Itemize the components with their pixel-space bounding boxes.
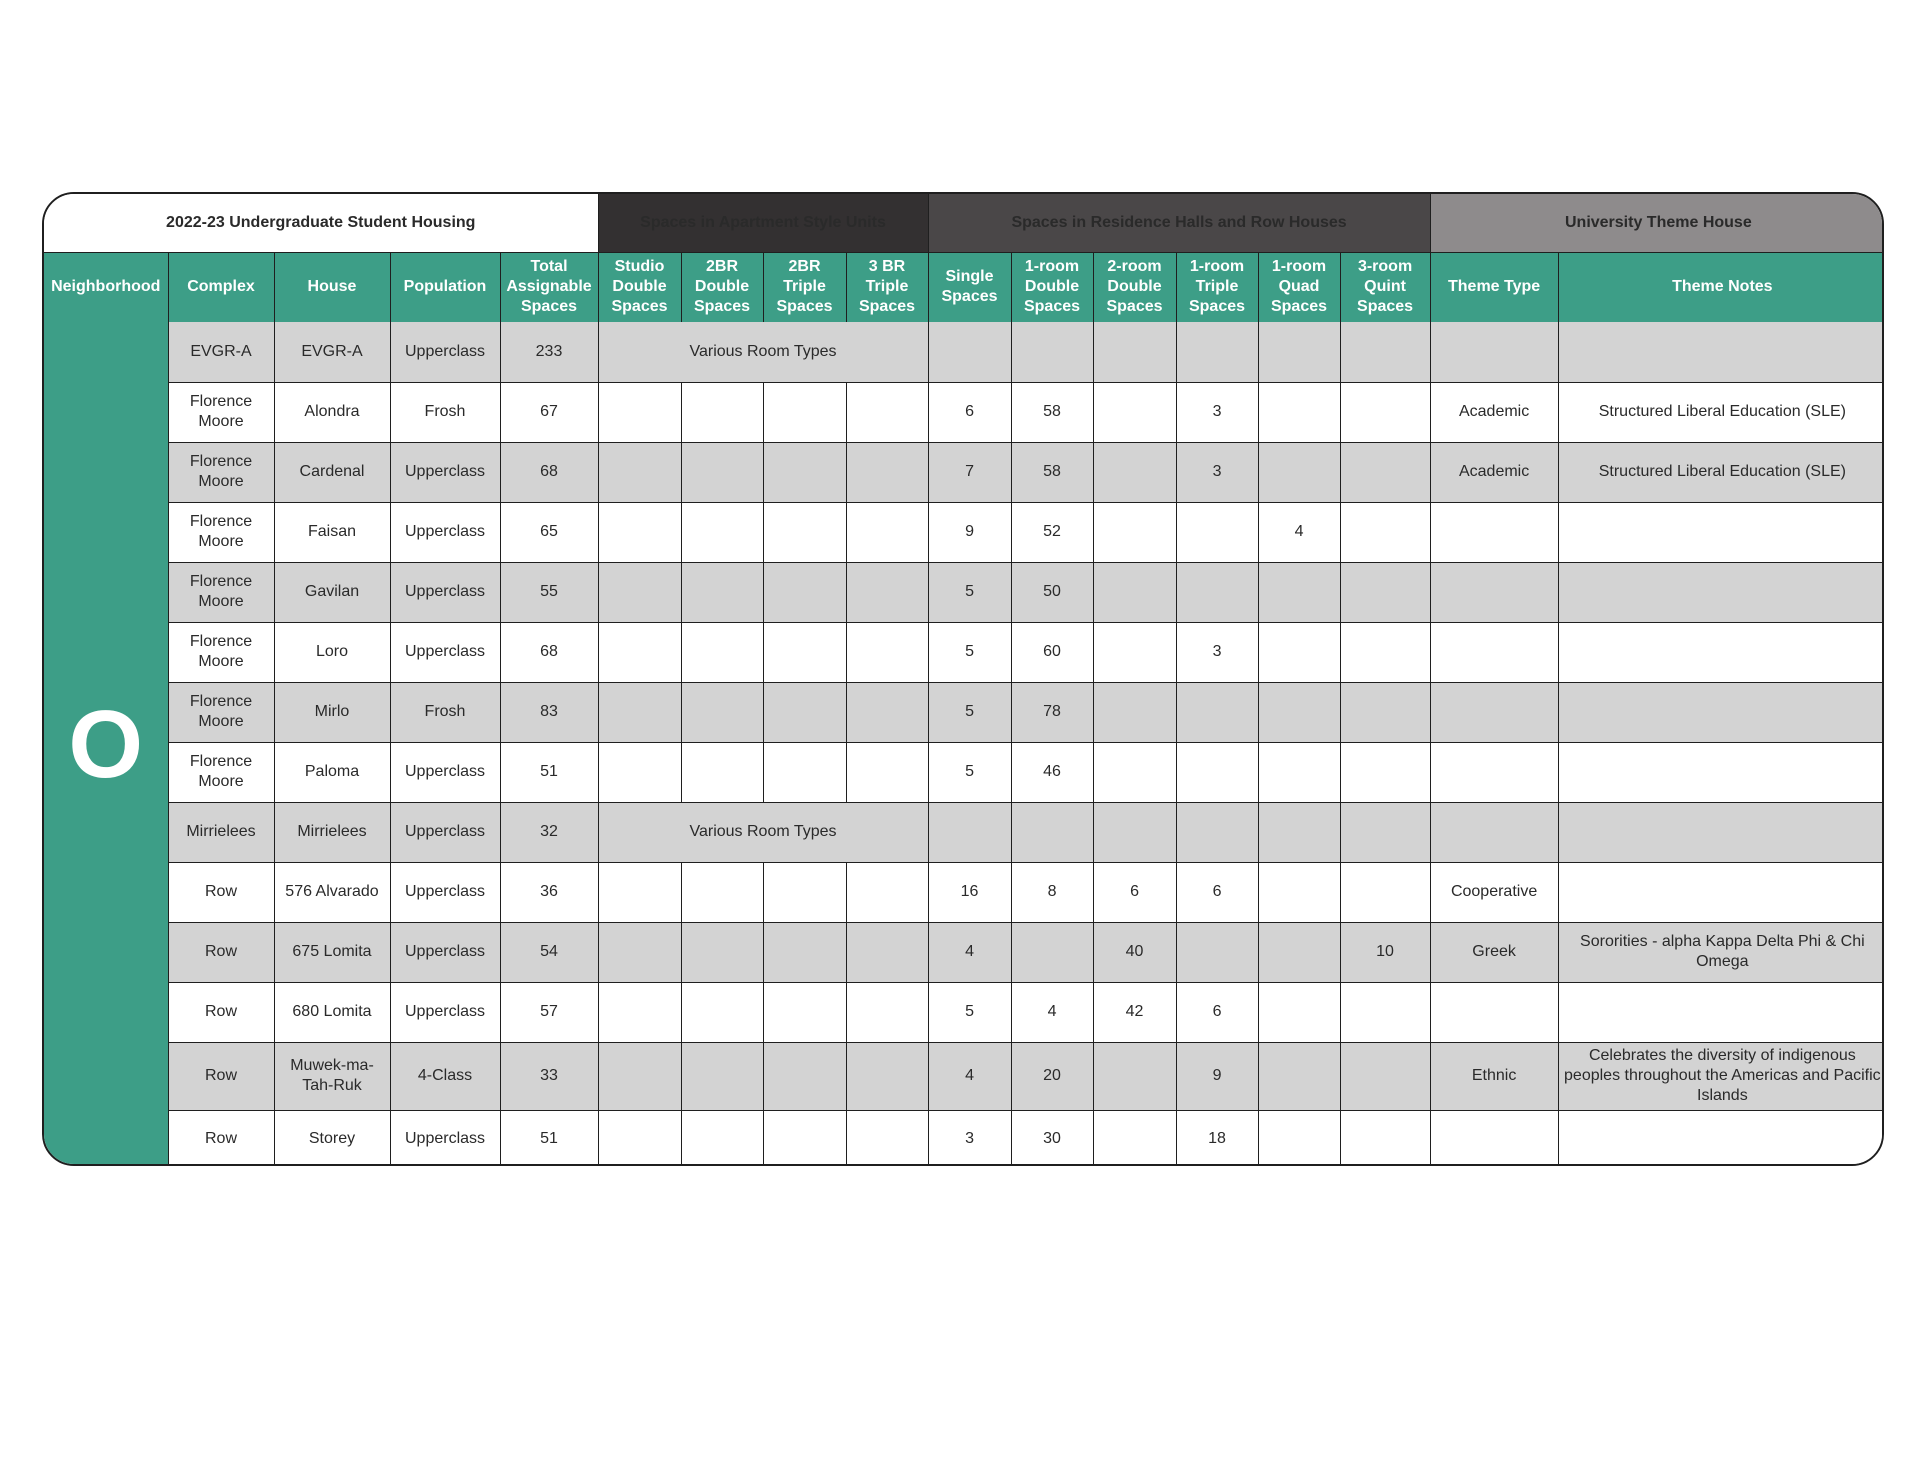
room2-double-cell xyxy=(1093,622,1176,682)
population-cell: Upperclass xyxy=(390,742,500,802)
population-cell: Upperclass xyxy=(390,322,500,382)
complex-cell: Row xyxy=(168,1110,274,1166)
room1-double-cell: 30 xyxy=(1011,1110,1093,1166)
room1-quad-cell xyxy=(1258,862,1340,922)
col-header-complex: Complex xyxy=(168,252,274,322)
complex-cell: Florence Moore xyxy=(168,742,274,802)
room1-triple-cell xyxy=(1176,922,1258,982)
room1-triple-cell xyxy=(1176,502,1258,562)
studio-double-cell xyxy=(598,442,681,502)
room2-double-cell xyxy=(1093,802,1176,862)
table-row xyxy=(44,802,1884,862)
br2-triple-cell xyxy=(763,622,846,682)
group-header-apartment: Spaces in Apartment Style Units xyxy=(598,194,928,252)
br2-double-cell xyxy=(681,682,763,742)
col-header-house: House xyxy=(274,252,390,322)
br3-triple-cell xyxy=(846,1042,928,1110)
room3-quint-cell xyxy=(1340,982,1430,1042)
population-cell: Upperclass xyxy=(390,982,500,1042)
col-header-single: Single Spaces xyxy=(928,252,1011,322)
br2-triple-cell xyxy=(763,382,846,442)
room2-double-cell: 6 xyxy=(1093,862,1176,922)
single-cell: 5 xyxy=(928,622,1011,682)
total-spaces-cell: 36 xyxy=(500,862,598,922)
total-spaces-cell: 51 xyxy=(500,1110,598,1166)
room2-double-cell xyxy=(1093,562,1176,622)
single-cell: 9 xyxy=(928,502,1011,562)
group-header-row xyxy=(44,194,1884,252)
br3-triple-cell xyxy=(846,562,928,622)
br2-triple-cell xyxy=(763,1110,846,1166)
theme-type-cell xyxy=(1430,1110,1558,1166)
population-cell: Upperclass xyxy=(390,862,500,922)
room2-double-cell xyxy=(1093,502,1176,562)
theme-type-cell xyxy=(1430,682,1558,742)
various-room-types-cell: Various Room Types xyxy=(598,322,928,382)
single-cell: 4 xyxy=(928,922,1011,982)
house-cell: Storey xyxy=(274,1110,390,1166)
br2-double-cell xyxy=(681,442,763,502)
studio-double-cell xyxy=(598,742,681,802)
table-row xyxy=(44,862,1884,922)
room3-quint-cell xyxy=(1340,862,1430,922)
br3-triple-cell xyxy=(846,742,928,802)
house-cell: Faisan xyxy=(274,502,390,562)
room3-quint-cell xyxy=(1340,562,1430,622)
table-row xyxy=(44,1110,1884,1166)
col-header-population: Population xyxy=(390,252,500,322)
theme-notes-cell xyxy=(1558,502,1884,562)
theme-type-cell: Ethnic xyxy=(1430,1042,1558,1110)
complex-cell: Florence Moore xyxy=(168,682,274,742)
room3-quint-cell xyxy=(1340,742,1430,802)
room1-quad-cell xyxy=(1258,922,1340,982)
table-row xyxy=(44,682,1884,742)
br3-triple-cell xyxy=(846,982,928,1042)
housing-table-body xyxy=(44,322,1884,1166)
room2-double-cell xyxy=(1093,682,1176,742)
house-cell: 576 Alvarado xyxy=(274,862,390,922)
room1-triple-cell: 3 xyxy=(1176,622,1258,682)
single-cell: 4 xyxy=(928,1042,1011,1110)
column-header-row xyxy=(44,252,1884,322)
theme-notes-cell xyxy=(1558,862,1884,922)
col-header-theme-notes: Theme Notes xyxy=(1558,252,1884,322)
complex-cell: Florence Moore xyxy=(168,502,274,562)
room2-double-cell xyxy=(1093,322,1176,382)
complex-cell: Florence Moore xyxy=(168,622,274,682)
room3-quint-cell xyxy=(1340,802,1430,862)
room1-quad-cell xyxy=(1258,442,1340,502)
br3-triple-cell xyxy=(846,1110,928,1166)
br3-triple-cell xyxy=(846,922,928,982)
room1-quad-cell xyxy=(1258,382,1340,442)
room1-double-cell: 46 xyxy=(1011,742,1093,802)
total-spaces-cell: 33 xyxy=(500,1042,598,1110)
neighborhood-label: O xyxy=(44,322,168,1166)
room1-triple-cell: 18 xyxy=(1176,1110,1258,1166)
br2-double-cell xyxy=(681,922,763,982)
theme-notes-cell xyxy=(1558,982,1884,1042)
studio-double-cell xyxy=(598,862,681,922)
room1-double-cell xyxy=(1011,922,1093,982)
theme-type-cell xyxy=(1430,982,1558,1042)
theme-type-cell xyxy=(1430,742,1558,802)
table-row xyxy=(44,322,1884,382)
room3-quint-cell: 10 xyxy=(1340,922,1430,982)
br3-triple-cell xyxy=(846,862,928,922)
total-spaces-cell: 67 xyxy=(500,382,598,442)
group-header-theme: University Theme House xyxy=(1430,194,1884,252)
studio-double-cell xyxy=(598,922,681,982)
room1-double-cell: 58 xyxy=(1011,382,1093,442)
population-cell: 4-Class xyxy=(390,1042,500,1110)
br2-double-cell xyxy=(681,502,763,562)
br3-triple-cell xyxy=(846,622,928,682)
group-header-residence: Spaces in Residence Halls and Row Houses xyxy=(928,194,1430,252)
room1-quad-cell xyxy=(1258,562,1340,622)
population-cell: Upperclass xyxy=(390,622,500,682)
room1-triple-cell xyxy=(1176,742,1258,802)
total-spaces-cell: 54 xyxy=(500,922,598,982)
br2-double-cell xyxy=(681,1042,763,1110)
complex-cell: Florence Moore xyxy=(168,382,274,442)
br3-triple-cell xyxy=(846,682,928,742)
single-cell: 7 xyxy=(928,442,1011,502)
house-cell: Alondra xyxy=(274,382,390,442)
total-spaces-cell: 83 xyxy=(500,682,598,742)
room3-quint-cell xyxy=(1340,622,1430,682)
col-header-total: Total Assignable Spaces xyxy=(500,252,598,322)
house-cell: Mirrielees xyxy=(274,802,390,862)
single-cell: 5 xyxy=(928,742,1011,802)
table-row xyxy=(44,622,1884,682)
room1-triple-cell xyxy=(1176,322,1258,382)
population-cell: Upperclass xyxy=(390,922,500,982)
col-header-2br-triple: 2BR Triple Spaces xyxy=(763,252,846,322)
room1-triple-cell: 3 xyxy=(1176,442,1258,502)
br2-double-cell xyxy=(681,562,763,622)
theme-type-cell: Greek xyxy=(1430,922,1558,982)
room3-quint-cell xyxy=(1340,502,1430,562)
room1-triple-cell: 6 xyxy=(1176,982,1258,1042)
room1-triple-cell: 3 xyxy=(1176,382,1258,442)
table-row xyxy=(44,442,1884,502)
room2-double-cell xyxy=(1093,742,1176,802)
theme-notes-cell xyxy=(1558,322,1884,382)
page-title: 2022-23 Undergraduate Student Housing xyxy=(44,194,598,252)
room1-quad-cell xyxy=(1258,322,1340,382)
house-cell: Loro xyxy=(274,622,390,682)
br2-triple-cell xyxy=(763,742,846,802)
complex-cell: Row xyxy=(168,922,274,982)
br2-triple-cell xyxy=(763,502,846,562)
total-spaces-cell: 57 xyxy=(500,982,598,1042)
studio-double-cell xyxy=(598,382,681,442)
col-header-2br-double: 2BR Double Spaces xyxy=(681,252,763,322)
theme-notes-cell xyxy=(1558,682,1884,742)
total-spaces-cell: 32 xyxy=(500,802,598,862)
complex-cell: EVGR-A xyxy=(168,322,274,382)
table-row xyxy=(44,382,1884,442)
room1-triple-cell xyxy=(1176,682,1258,742)
house-cell: Cardenal xyxy=(274,442,390,502)
theme-type-cell xyxy=(1430,322,1558,382)
room3-quint-cell xyxy=(1340,682,1430,742)
col-header-1room-quad: 1-room Quad Spaces xyxy=(1258,252,1340,322)
theme-type-cell: Academic xyxy=(1430,442,1558,502)
room1-triple-cell xyxy=(1176,562,1258,622)
population-cell: Upperclass xyxy=(390,502,500,562)
housing-table xyxy=(44,194,1884,1166)
room1-triple-cell xyxy=(1176,802,1258,862)
br2-triple-cell xyxy=(763,922,846,982)
total-spaces-cell: 55 xyxy=(500,562,598,622)
room3-quint-cell xyxy=(1340,442,1430,502)
theme-type-cell xyxy=(1430,622,1558,682)
complex-cell: Florence Moore xyxy=(168,562,274,622)
room1-triple-cell: 6 xyxy=(1176,862,1258,922)
table-row xyxy=(44,562,1884,622)
studio-double-cell xyxy=(598,562,681,622)
theme-type-cell xyxy=(1430,802,1558,862)
room2-double-cell xyxy=(1093,1042,1176,1110)
br3-triple-cell xyxy=(846,382,928,442)
population-cell: Upperclass xyxy=(390,1110,500,1166)
room3-quint-cell xyxy=(1340,382,1430,442)
population-cell: Frosh xyxy=(390,682,500,742)
col-header-3br-triple: 3 BR Triple Spaces xyxy=(846,252,928,322)
theme-type-cell: Cooperative xyxy=(1430,862,1558,922)
room1-double-cell: 8 xyxy=(1011,862,1093,922)
br2-triple-cell xyxy=(763,862,846,922)
col-header-3room-quint: 3-room Quint Spaces xyxy=(1340,252,1430,322)
theme-notes-cell xyxy=(1558,562,1884,622)
br2-triple-cell xyxy=(763,982,846,1042)
complex-cell: Florence Moore xyxy=(168,442,274,502)
room3-quint-cell xyxy=(1340,1110,1430,1166)
room1-quad-cell xyxy=(1258,1042,1340,1110)
br2-double-cell xyxy=(681,982,763,1042)
room1-double-cell: 20 xyxy=(1011,1042,1093,1110)
room2-double-cell xyxy=(1093,382,1176,442)
br2-double-cell xyxy=(681,862,763,922)
single-cell: 16 xyxy=(928,862,1011,922)
population-cell: Upperclass xyxy=(390,802,500,862)
table-row xyxy=(44,742,1884,802)
room1-double-cell: 58 xyxy=(1011,442,1093,502)
br2-double-cell xyxy=(681,622,763,682)
studio-double-cell xyxy=(598,502,681,562)
room1-triple-cell: 9 xyxy=(1176,1042,1258,1110)
room1-quad-cell xyxy=(1258,622,1340,682)
housing-table-container xyxy=(42,192,1884,1166)
single-cell: 5 xyxy=(928,982,1011,1042)
total-spaces-cell: 233 xyxy=(500,322,598,382)
theme-notes-cell xyxy=(1558,1110,1884,1166)
br3-triple-cell xyxy=(846,502,928,562)
room1-double-cell: 78 xyxy=(1011,682,1093,742)
studio-double-cell xyxy=(598,622,681,682)
col-header-1room-double: 1-room Double Spaces xyxy=(1011,252,1093,322)
room2-double-cell xyxy=(1093,442,1176,502)
single-cell: 5 xyxy=(928,682,1011,742)
br2-triple-cell xyxy=(763,1042,846,1110)
theme-notes-cell xyxy=(1558,742,1884,802)
room2-double-cell xyxy=(1093,1110,1176,1166)
theme-notes-cell: Structured Liberal Education (SLE) xyxy=(1558,442,1884,502)
room1-double-cell: 52 xyxy=(1011,502,1093,562)
table-row xyxy=(44,922,1884,982)
house-cell: Muwek-ma-Tah-Ruk xyxy=(274,1042,390,1110)
complex-cell: Row xyxy=(168,982,274,1042)
single-cell: 3 xyxy=(928,1110,1011,1166)
house-cell: Paloma xyxy=(274,742,390,802)
house-cell: EVGR-A xyxy=(274,322,390,382)
br2-triple-cell xyxy=(763,682,846,742)
theme-notes-cell: Sororities - alpha Kappa Delta Phi & Chi Omega xyxy=(1558,922,1884,982)
theme-notes-cell: Structured Liberal Education (SLE) xyxy=(1558,382,1884,442)
room2-double-cell: 40 xyxy=(1093,922,1176,982)
table-row xyxy=(44,1042,1884,1110)
col-header-theme-type: Theme Type xyxy=(1430,252,1558,322)
studio-double-cell xyxy=(598,1042,681,1110)
population-cell: Frosh xyxy=(390,382,500,442)
room1-quad-cell xyxy=(1258,1110,1340,1166)
single-cell xyxy=(928,802,1011,862)
total-spaces-cell: 68 xyxy=(500,442,598,502)
table-row xyxy=(44,502,1884,562)
house-cell: 680 Lomita xyxy=(274,982,390,1042)
room1-double-cell xyxy=(1011,802,1093,862)
single-cell: 5 xyxy=(928,562,1011,622)
col-header-studio-double: Studio Double Spaces xyxy=(598,252,681,322)
room2-double-cell: 42 xyxy=(1093,982,1176,1042)
house-cell: Gavilan xyxy=(274,562,390,622)
col-header-neighborhood: Neighborhood xyxy=(44,252,168,322)
house-cell: Mirlo xyxy=(274,682,390,742)
room1-double-cell xyxy=(1011,322,1093,382)
br2-triple-cell xyxy=(763,562,846,622)
population-cell: Upperclass xyxy=(390,442,500,502)
room1-quad-cell xyxy=(1258,742,1340,802)
room1-quad-cell xyxy=(1258,802,1340,862)
room3-quint-cell xyxy=(1340,322,1430,382)
room1-double-cell: 60 xyxy=(1011,622,1093,682)
room1-double-cell: 50 xyxy=(1011,562,1093,622)
total-spaces-cell: 51 xyxy=(500,742,598,802)
room1-double-cell: 4 xyxy=(1011,982,1093,1042)
single-cell: 6 xyxy=(928,382,1011,442)
room3-quint-cell xyxy=(1340,1042,1430,1110)
br2-double-cell xyxy=(681,382,763,442)
studio-double-cell xyxy=(598,682,681,742)
theme-type-cell xyxy=(1430,562,1558,622)
theme-notes-cell: Celebrates the diversity of indigenous peoples throughout the Americas and Pacific Islands xyxy=(1558,1042,1884,1110)
theme-type-cell: Academic xyxy=(1430,382,1558,442)
br2-double-cell xyxy=(681,742,763,802)
studio-double-cell xyxy=(598,982,681,1042)
col-header-2room-double: 2-room Double Spaces xyxy=(1093,252,1176,322)
room1-quad-cell xyxy=(1258,982,1340,1042)
complex-cell: Row xyxy=(168,862,274,922)
total-spaces-cell: 68 xyxy=(500,622,598,682)
room1-quad-cell: 4 xyxy=(1258,502,1340,562)
population-cell: Upperclass xyxy=(390,562,500,622)
room1-quad-cell xyxy=(1258,682,1340,742)
total-spaces-cell: 65 xyxy=(500,502,598,562)
house-cell: 675 Lomita xyxy=(274,922,390,982)
br2-double-cell xyxy=(681,1110,763,1166)
theme-type-cell xyxy=(1430,502,1558,562)
studio-double-cell xyxy=(598,1110,681,1166)
complex-cell: Row xyxy=(168,1042,274,1110)
br2-triple-cell xyxy=(763,442,846,502)
table-row xyxy=(44,982,1884,1042)
theme-notes-cell xyxy=(1558,622,1884,682)
col-header-1room-triple: 1-room Triple Spaces xyxy=(1176,252,1258,322)
br3-triple-cell xyxy=(846,442,928,502)
single-cell xyxy=(928,322,1011,382)
complex-cell: Mirrielees xyxy=(168,802,274,862)
theme-notes-cell xyxy=(1558,802,1884,862)
various-room-types-cell: Various Room Types xyxy=(598,802,928,862)
